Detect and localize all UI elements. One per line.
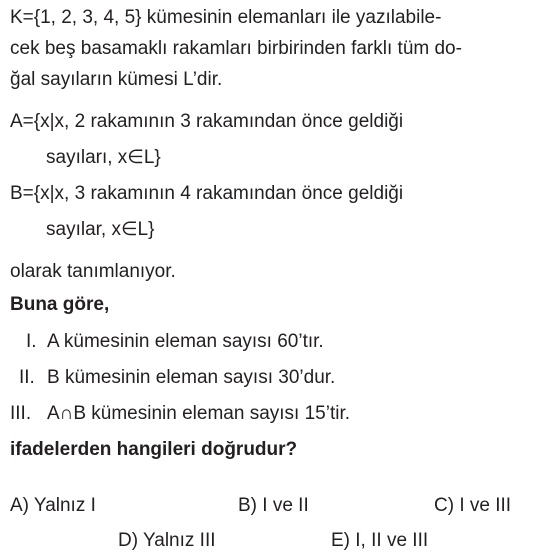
set-a-definition-line-1: A={x|x, 2 rakamının 3 rakamından önce geldiği: [10, 111, 404, 132]
statement-number: I.: [26, 331, 37, 352]
option-d[interactable]: D) Yalnız III: [118, 530, 216, 551]
set-b-definition-line-2: sayılar, x∈L}: [46, 219, 155, 240]
option-c[interactable]: C) I ve III: [434, 495, 512, 516]
set-a-definition-line-2: sayıları, x∈L}: [46, 147, 161, 168]
intro-line-1: K={1, 2, 3, 4, 5} kümesinin elemanları ile yazılabile-: [10, 7, 442, 28]
option-e[interactable]: E) I, II ve III: [331, 530, 429, 551]
set-b-definition-line-1: B={x|x, 3 rakamının 4 rakamından önce geldiği: [10, 183, 404, 204]
intro-line-2: cek beş basamaklı rakamları birbirinden farklı tüm do-: [10, 38, 462, 59]
question-prompt: ifadelerden hangileri doğrudur?: [10, 439, 298, 460]
defined-text: olarak tanımlanıyor.: [10, 261, 176, 282]
option-b[interactable]: B) I ve II: [238, 495, 309, 516]
option-a[interactable]: A) Yalnız I: [10, 495, 96, 516]
statement-text: A kümesinin eleman sayısı 60’tır.: [47, 331, 324, 352]
intro-line-3: ğal sayıların kümesi L’dir.: [10, 69, 223, 90]
statement-text: B kümesinin eleman sayısı 30’dur.: [47, 367, 336, 388]
lead-text: Buna göre,: [10, 294, 110, 315]
statement-number: II.: [19, 367, 35, 388]
statement-number: III.: [10, 403, 32, 424]
statement-text: A∩B kümesinin eleman sayısı 15’tir.: [47, 403, 351, 424]
